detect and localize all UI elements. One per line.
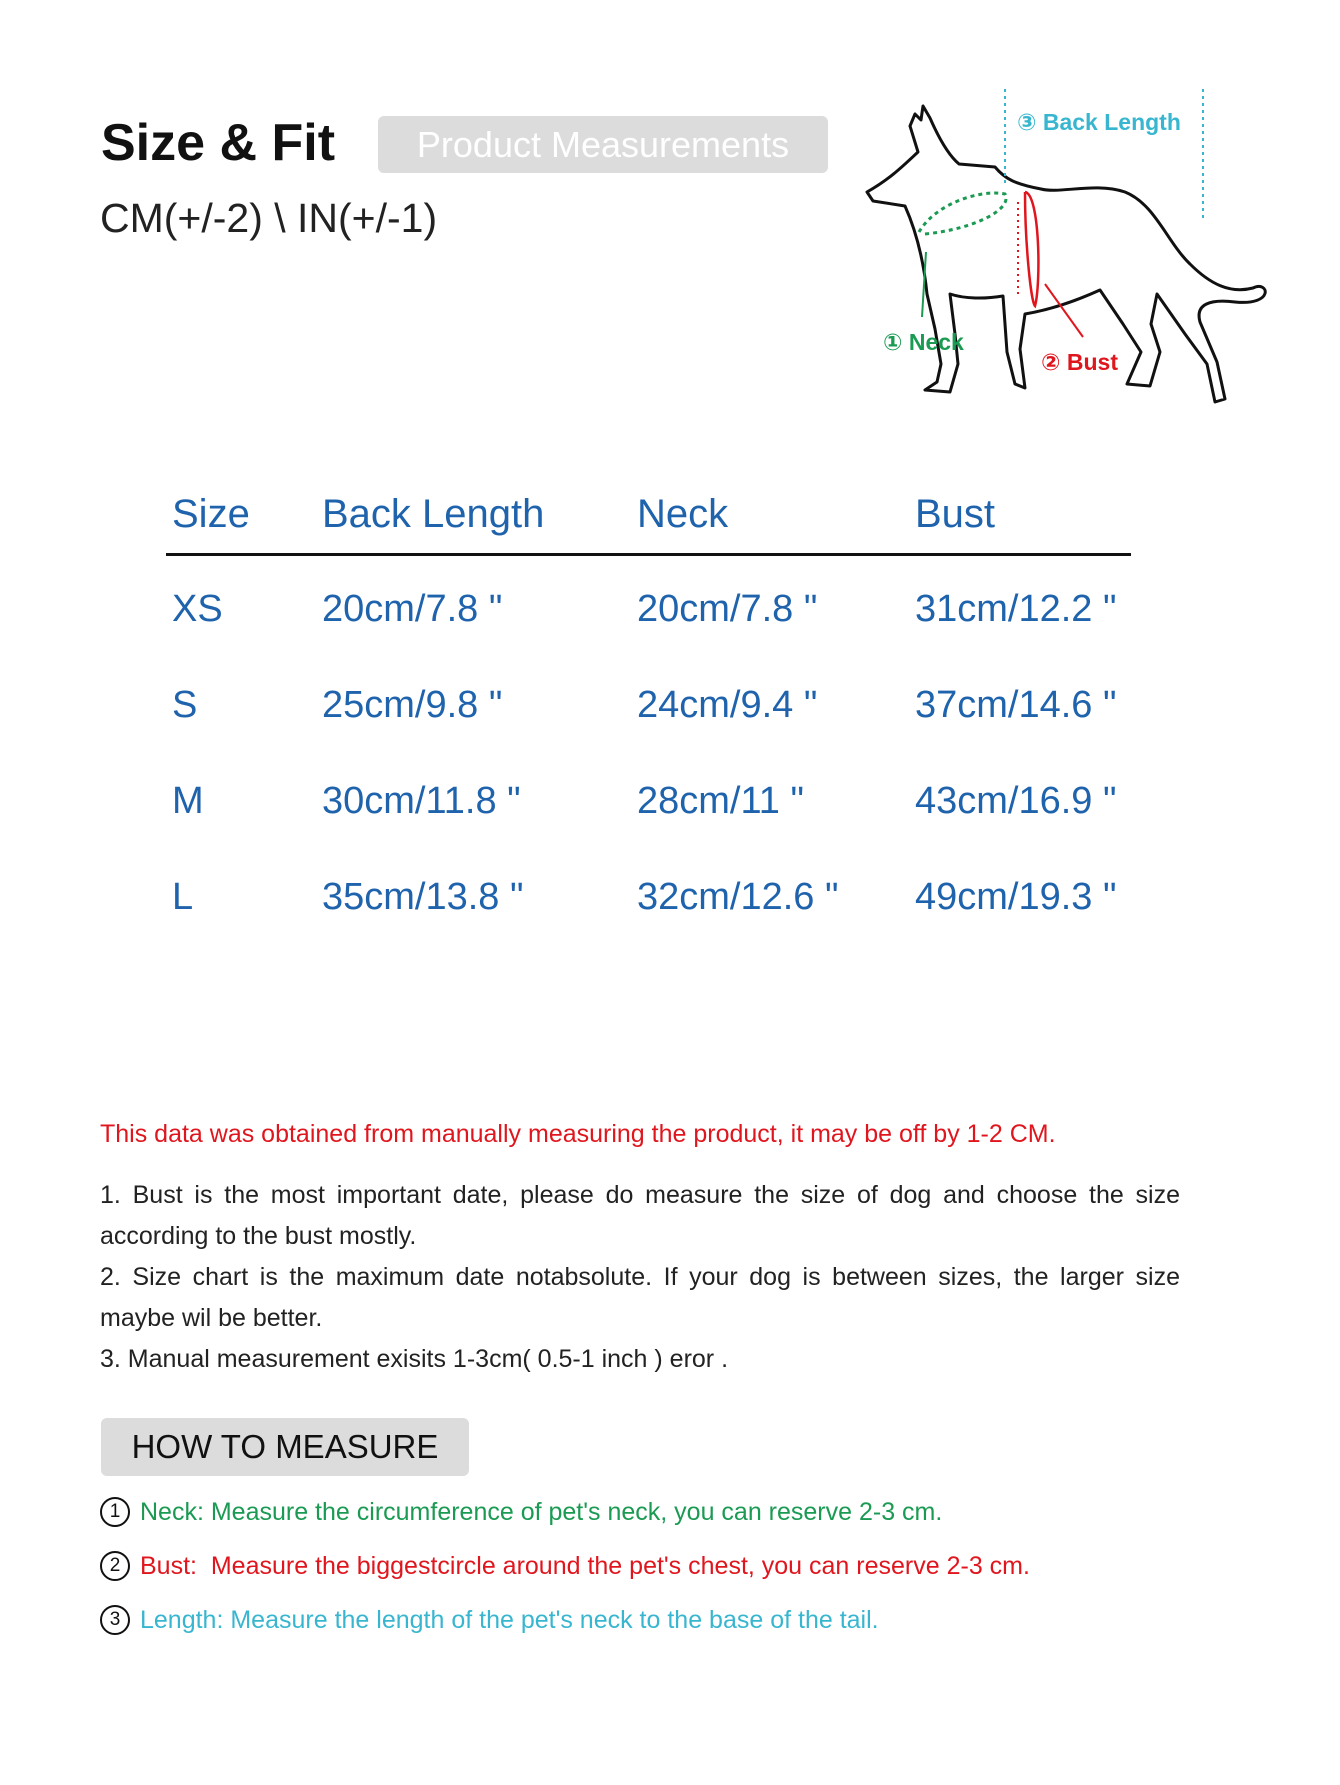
bust-label: ② Bust [1041,349,1118,375]
note-item: 1. Bust is the most important date, please do measure the size of dog and choose the size according to the bust mostly. [100,1181,1180,1250]
column-header-bust: Bust [915,492,996,536]
table-cell-neck: 32cm/12.6 " [637,876,839,918]
table-cell-bust: 49cm/19.3 " [915,876,1117,918]
table-cell-back-length: 30cm/11.8 " [322,780,521,822]
table-cell-neck: 24cm/9.4 " [637,684,818,726]
table-cell-back-length: 20cm/7.8 " [322,588,503,630]
circled-number: 2 [100,1551,130,1581]
table-cell-bust: 43cm/16.9 " [915,780,1117,822]
how-to-length-text: Length: Measure the length of the pet's neck to the base of the tail. [140,1605,879,1634]
table-cell-back-length: 25cm/9.8 " [322,684,503,726]
how-to-length [100,1605,879,1635]
how-to-neck [100,1497,942,1527]
page-title: Size & Fit [101,114,336,172]
table-cell-bust: 37cm/14.6 " [915,684,1117,726]
table-cell-neck: 28cm/11 " [637,780,804,822]
table-header-divider [166,553,1131,556]
how-to-bust [100,1551,1030,1581]
bust-marker [1025,192,1038,306]
table-cell-bust: 31cm/12.2 " [915,588,1117,630]
units-tolerance: CM(+/-2) \ IN(+/-1) [100,195,438,241]
how-to-measure-badge: HOW TO MEASURE [101,1418,469,1476]
how-to-bust-text: Bust: Measure the biggestcircle around the pet's chest, you can reserve 2-3 cm. [140,1551,1030,1580]
table-cell-size: L [172,876,194,918]
note-item: 2. Size chart is the maximum date notabsolute. If your dog is between sizes, the larger size maybe wil be better. [100,1263,1180,1332]
circled-number: 3 [100,1605,130,1635]
neck-marker [919,193,1006,234]
back-length-label: ③ Back Length [1017,109,1181,135]
table-cell-back-length: 35cm/13.8 " [322,876,524,918]
table-cell-size: S [172,684,198,726]
bust-pointer-line [1045,284,1083,337]
table-cell-neck: 20cm/7.8 " [637,588,818,630]
column-header-back-length: Back Length [322,492,545,536]
neck-label: ① Neck [883,329,964,355]
dog-measurement-diagram [855,84,1275,420]
column-header-neck: Neck [637,492,729,536]
how-to-neck-text: Neck: Measure the circumference of pet's neck, you can reserve 2-3 cm. [140,1497,943,1526]
column-header-size: Size [172,492,250,536]
measurement-disclaimer: This data was obtained from manually measuring the product, it may be off by 1-2 CM. [100,1120,1056,1148]
table-cell-size: XS [172,588,223,630]
note-item: 3. Manual measurement exisits 1-3cm( 0.5-1 inch ) eror . [100,1345,729,1373]
table-cell-size: M [172,780,204,822]
product-measurements-badge: Product Measurements [378,116,828,173]
circled-number: 1 [100,1497,130,1527]
